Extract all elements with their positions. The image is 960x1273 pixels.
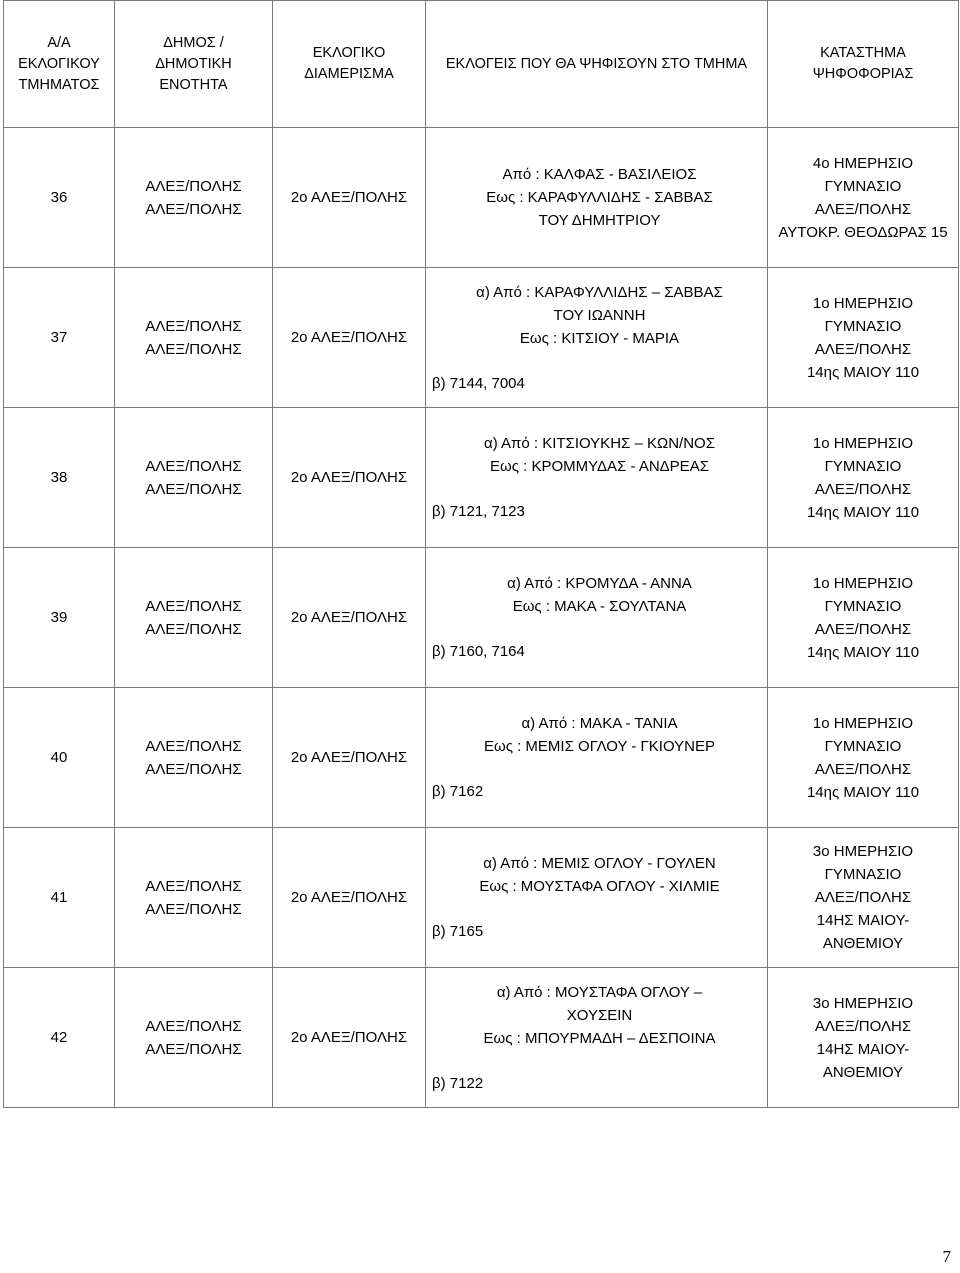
text-line: Εως : ΜΠΟΥΡΜΑΔΗ – ΔΕΣΠΟΙΝΑ [483, 1029, 716, 1047]
voter-list-ids: β) 7160, 7164 [432, 643, 525, 660]
text-line: ΑΛΕΞ/ΠΟΛΗΣ [145, 340, 242, 358]
header-dimos [115, 1, 273, 128]
text-line: α) Από : ΜΟΥΣΤΑΦΑ ΟΓΛΟΥ – [496, 983, 703, 1001]
text-line: ΑΛΕΞ/ΠΟΛΗΣ [145, 760, 242, 778]
text-line: ΑΛΕΞ/ΠΟΛΗΣ [145, 620, 242, 638]
section-number: 39 [4, 548, 115, 688]
polling-station-cell [768, 968, 959, 1108]
polling-station-cell [768, 688, 959, 828]
header-aa [4, 1, 115, 128]
text-line: 4ο ΗΜΕΡΗΣΙΟ [812, 154, 914, 172]
municipality-cell [115, 268, 273, 408]
voter-list-ids: β) 7121, 7123 [432, 503, 525, 520]
voters-cell [426, 548, 768, 688]
text-line: ΚΑΤΑΣΤΗΜΑ [820, 45, 906, 61]
text-line: ΕΝΟΤΗΤΑ [159, 76, 228, 93]
voter-range [484, 432, 715, 478]
text-line: Από : ΚΑΛΦΑΣ - ΒΑΣΙΛΕΙΟΣ [502, 166, 697, 183]
text-line: ΤΟΥ ΙΩΑΝΝΗ [553, 306, 646, 324]
section-number: 42 [4, 968, 115, 1108]
section-number: 41 [4, 828, 115, 968]
table-row [4, 268, 959, 408]
text-line: α) Από : ΜΑΚΑ - ΤΑΝΙΑ [521, 715, 678, 732]
polling-station-cell [768, 548, 959, 688]
text-line: ΑΛΕΞ/ΠΟΛΗΣ [814, 1017, 912, 1035]
text-line: 1ο ΗΜΕΡΗΣΙΟ [812, 714, 914, 732]
text-line: ΑΛΕΞ/ΠΟΛΗΣ [145, 317, 242, 335]
text-line: 14ης ΜΑΙΟΥ 110 [806, 783, 920, 801]
text-line: 3ο ΗΜΕΡΗΣΙΟ [812, 843, 914, 860]
section-number: 36 [4, 128, 115, 268]
voters-cell [426, 128, 768, 268]
text-line: ΑΛΕΞ/ΠΟΛΗΣ [814, 620, 912, 638]
text-line: ΑΛΕΞ/ΠΟΛΗΣ [145, 177, 242, 195]
text-line: α) Από : ΚΙΤΣΙΟΥΚΗΣ – ΚΩΝ/ΝΟΣ [484, 435, 715, 452]
table-row [4, 128, 959, 268]
text-line: Εως : ΜΕΜΙΣ ΟΓΛΟΥ - ΓΚΙΟΥΝΕΡ [483, 738, 716, 755]
text-line: ΑΝΘΕΜΙΟΥ [822, 935, 904, 952]
text-line: α) Από : ΚΡΟΜΥΔΑ - ΑΝΝΑ [507, 575, 692, 592]
voters-cell [426, 828, 768, 968]
voter-range [479, 852, 719, 898]
text-line: ΑΛΕΞ/ΠΟΛΗΣ [145, 457, 242, 475]
voter-range [507, 572, 692, 618]
voters-cell [426, 968, 768, 1108]
text-line: ΑΛΕΞ/ΠΟΛΗΣ [814, 480, 912, 498]
text-line: Εως : ΚΡΟΜΜΥΔΑΣ - ΑΝΔΡΕΑΣ [490, 458, 709, 475]
text-line: Εως : ΜΑΚΑ - ΣΟΥΛΤΑΝΑ [512, 598, 687, 615]
table-row [4, 828, 959, 968]
district-cell: 2ο ΑΛΕΞ/ΠΟΛΗΣ [273, 828, 426, 968]
text-line: ΔΗΜΟΤΙΚΗ [155, 55, 232, 72]
text-line: ΕΚΛΟΓΙΚΟ [312, 45, 386, 61]
table-row [4, 408, 959, 548]
polling-table [3, 0, 959, 1108]
text-line: ΓΥΜΝΑΣΙΟ [824, 317, 902, 335]
text-line: 14ΗΣ ΜΑΙΟΥ- [816, 1040, 910, 1058]
section-number: 38 [4, 408, 115, 548]
municipality-cell [115, 688, 273, 828]
text-line: ΑΛΕΞ/ΠΟΛΗΣ [145, 737, 242, 755]
page-number: 7 [942, 1247, 951, 1266]
text-line: ΤΟΥ ΔΗΜΗΤΡΙΟΥ [538, 212, 661, 229]
text-line: 1ο ΗΜΕΡΗΣΙΟ [812, 574, 914, 592]
municipality-cell [115, 408, 273, 548]
text-line: Εως : ΜΟΥΣΤΑΦΑ ΟΓΛΟΥ - ΧΙΛΜΙΕ [479, 878, 720, 895]
section-number: 37 [4, 268, 115, 408]
text-line: ΑΥΤΟΚΡ. ΘΕΟΔΩΡΑΣ 15 [778, 223, 948, 241]
text-line: α) Από : ΜΕΜΙΣ ΟΓΛΟΥ - ΓΟΥΛΕΝ [483, 855, 716, 872]
text-line: ΑΛΕΞ/ΠΟΛΗΣ [814, 200, 912, 218]
district-cell: 2ο ΑΛΕΞ/ΠΟΛΗΣ [273, 268, 426, 408]
district-cell: 2ο ΑΛΕΞ/ΠΟΛΗΣ [273, 128, 426, 268]
text-line: ΓΥΜΝΑΣΙΟ [824, 177, 902, 195]
text-line: 14ης ΜΑΙΟΥ 110 [806, 363, 920, 381]
text-line: ΓΥΜΝΑΣΙΟ [824, 737, 902, 755]
text-line: 3ο ΗΜΕΡΗΣΙΟ [812, 994, 914, 1012]
district-cell: 2ο ΑΛΕΞ/ΠΟΛΗΣ [273, 408, 426, 548]
polling-station-cell [768, 128, 959, 268]
text-line: ΑΛΕΞ/ΠΟΛΗΣ [145, 200, 242, 218]
text-line: ΧΟΥΣΕΙΝ [566, 1006, 633, 1024]
voters-cell [426, 688, 768, 828]
text-line: Εως : ΚΑΡΑΦΥΛΛΙΔΗΣ - ΣΑΒΒΑΣ [486, 189, 713, 206]
text-line: ΑΛΕΞ/ΠΟΛΗΣ [814, 340, 912, 358]
text-line: 1ο ΗΜΕΡΗΣΙΟ [812, 294, 914, 312]
text-line: ΓΥΜΝΑΣΙΟ [824, 866, 902, 883]
header-ekloges [426, 1, 768, 128]
polling-station-cell [768, 408, 959, 548]
text-line: Εως : ΚΙΤΣΙΟΥ - ΜΑΡΙΑ [519, 329, 680, 347]
polling-station-cell [768, 268, 959, 408]
header-row [4, 1, 959, 128]
voter-range [486, 163, 713, 232]
voter-list-ids: β) 7162 [432, 783, 484, 800]
header-katastima [768, 1, 959, 128]
text-line: ΤΜΗΜΑΤΟΣ [18, 76, 100, 93]
voters-cell [426, 268, 768, 408]
text-line: ΑΛΕΞ/ΠΟΛΗΣ [145, 1017, 242, 1035]
section-number: 40 [4, 688, 115, 828]
voter-range [476, 281, 723, 350]
header-diamerisma [273, 1, 426, 128]
voter-list-ids: β) 7165 [432, 923, 484, 940]
municipality-cell [115, 968, 273, 1108]
text-line: ΔΙΑΜΕΡΙΣΜΑ [304, 66, 394, 82]
text-line: Α/Α [47, 34, 71, 51]
voter-list-ids: β) 7122 [432, 1074, 484, 1092]
text-line: ΑΛΕΞ/ΠΟΛΗΣ [814, 889, 912, 906]
text-line: ΑΛΕΞ/ΠΟΛΗΣ [145, 900, 242, 918]
text-line: ΑΛΕΞ/ΠΟΛΗΣ [145, 877, 242, 895]
voter-range [484, 981, 716, 1050]
municipality-cell [115, 548, 273, 688]
table-row [4, 688, 959, 828]
district-cell: 2ο ΑΛΕΞ/ΠΟΛΗΣ [273, 688, 426, 828]
text-line: ΑΛΕΞ/ΠΟΛΗΣ [145, 597, 242, 615]
text-line: ΓΥΜΝΑΣΙΟ [824, 457, 902, 475]
text-line: ΨΗΦΟΦΟΡΙΑΣ [812, 66, 914, 82]
text-line: 1ο ΗΜΕΡΗΣΙΟ [812, 434, 914, 452]
text-line: 14ης ΜΑΙΟΥ 110 [806, 503, 920, 521]
table-row [4, 548, 959, 688]
polling-station-cell [768, 828, 959, 968]
text-line: ΑΛΕΞ/ΠΟΛΗΣ [145, 480, 242, 498]
text-line: ΑΝΘΕΜΙΟΥ [822, 1063, 904, 1081]
voter-range [484, 712, 715, 758]
table-row [4, 968, 959, 1108]
text-line: ΓΥΜΝΑΣΙΟ [824, 597, 902, 615]
municipality-cell [115, 828, 273, 968]
text-line: ΑΛΕΞ/ΠΟΛΗΣ [814, 760, 912, 778]
voters-cell [426, 408, 768, 548]
text-line: 14ης ΜΑΙΟΥ 110 [806, 643, 920, 661]
district-cell: 2ο ΑΛΕΞ/ΠΟΛΗΣ [273, 548, 426, 688]
text-line: ΔΗΜΟΣ / [163, 34, 224, 51]
text-line: α) Από : ΚΑΡΑΦΥΛΛΙΔΗΣ – ΣΑΒΒΑΣ [476, 283, 723, 301]
voter-list-ids: β) 7144, 7004 [432, 374, 525, 392]
text-line: 14ΗΣ ΜΑΙΟΥ- [816, 912, 910, 929]
municipality-cell [115, 128, 273, 268]
district-cell: 2ο ΑΛΕΞ/ΠΟΛΗΣ [273, 968, 426, 1108]
text-line: ΑΛΕΞ/ΠΟΛΗΣ [145, 1040, 242, 1058]
text-line: ΕΚΛΟΓΙΚΟΥ [18, 55, 100, 72]
text-line: ΕΚΛΟΓΕΙΣ ΠΟΥ ΘΑ ΨΗΦΙΣΟΥΝ ΣΤΟ ΤΜΗΜΑ [445, 55, 748, 72]
